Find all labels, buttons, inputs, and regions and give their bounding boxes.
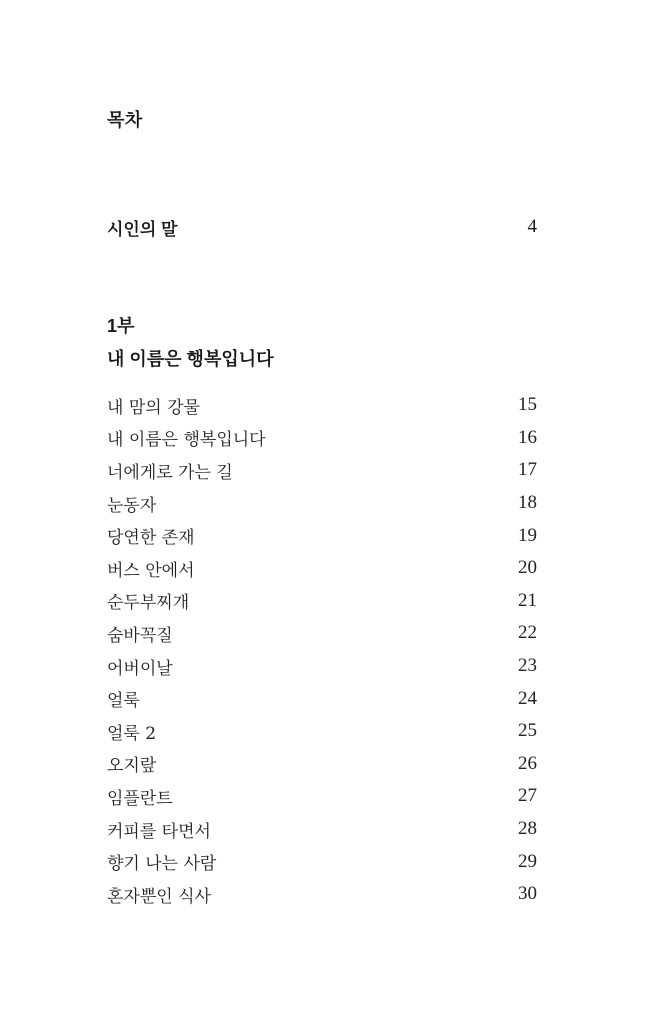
- entry-page-number: 19: [518, 524, 537, 546]
- entry-page-number: 17: [518, 459, 537, 481]
- entry-title: 혼자뿐인 식사: [107, 886, 211, 907]
- entry-page-number: 24: [518, 687, 537, 709]
- toc-entry: [107, 552, 537, 585]
- entry-title: 숨바꼭질: [107, 625, 173, 646]
- preface-title: 시인의 말: [107, 219, 178, 239]
- toc-entry-list: [107, 389, 537, 911]
- entry-title: 버스 안에서: [107, 560, 195, 581]
- entry-page-number: 22: [518, 622, 537, 644]
- entry-title: 오지랖: [107, 756, 157, 777]
- entry-title: 내 이름은 행복입니다: [107, 430, 266, 451]
- toc-entry: [107, 585, 537, 618]
- entry-page-number: 23: [518, 655, 537, 677]
- entry-title: 임플란트: [107, 788, 173, 809]
- entry-title: 커피를 타면서: [107, 821, 211, 842]
- entry-title: 얼룩 2: [107, 723, 157, 744]
- part-number: 1부: [107, 316, 135, 336]
- entry-title: 눈동자: [107, 495, 157, 516]
- toc-heading: 목차: [107, 110, 143, 130]
- preface-page-number: 4: [527, 216, 537, 237]
- entry-page-number: 25: [518, 720, 537, 742]
- entry-page-number: 21: [518, 589, 537, 611]
- toc-entry: [107, 650, 537, 683]
- entry-page-number: 29: [518, 850, 537, 872]
- toc-entry: [107, 422, 537, 455]
- entry-page-number: 27: [518, 785, 537, 807]
- toc-entry: [107, 780, 537, 813]
- part-title: 내 이름은 행복입니다: [107, 349, 274, 369]
- entry-title: 내 맘의 강물: [107, 397, 200, 418]
- entry-title: 어버이날: [107, 658, 173, 679]
- entry-page-number: 15: [518, 394, 537, 416]
- toc-entry: [107, 454, 537, 487]
- entry-title: 얼룩: [107, 691, 140, 712]
- entry-page-number: 20: [518, 557, 537, 579]
- entry-page-number: 28: [518, 818, 537, 840]
- toc-entry: [107, 389, 537, 422]
- preface-entry: [107, 214, 537, 240]
- toc-entry: [107, 682, 537, 715]
- entry-title: 순두부찌개: [107, 593, 190, 614]
- toc-entry: [107, 813, 537, 846]
- entry-page-number: 18: [518, 492, 537, 514]
- entry-page-number: 30: [518, 883, 537, 905]
- toc-entry: [107, 519, 537, 552]
- entry-page-number: 16: [518, 426, 537, 448]
- toc-entry: [107, 715, 537, 748]
- toc-entry: [107, 748, 537, 781]
- toc-entry: [107, 878, 537, 911]
- toc-entry: [107, 617, 537, 650]
- entry-title: 향기 나는 사람: [107, 854, 217, 875]
- entry-title: 너에게로 가는 길: [107, 462, 233, 483]
- toc-entry: [107, 845, 537, 878]
- entry-title: 당연한 존재: [107, 528, 195, 549]
- entry-page-number: 26: [518, 752, 537, 774]
- toc-entry: [107, 487, 537, 520]
